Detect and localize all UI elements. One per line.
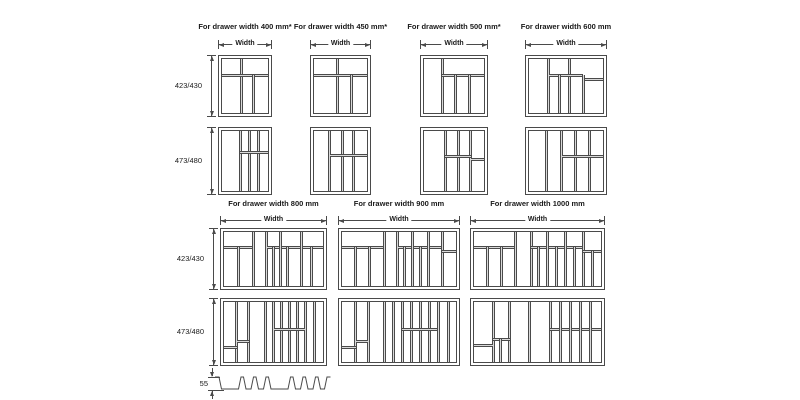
tray-divider <box>419 247 422 286</box>
arrowhead-right-icon <box>454 219 459 223</box>
drawer-width-title: For drawer width 400 mm* <box>198 22 292 31</box>
tray-divider <box>468 75 471 113</box>
arrowhead-down-icon <box>212 360 216 365</box>
dimension-line <box>211 56 212 116</box>
tray-divider <box>441 59 444 113</box>
tray-height-label: 473/480 <box>176 327 204 336</box>
cutlery-tray <box>525 127 607 195</box>
tray-divider <box>248 131 251 191</box>
tray-divider <box>569 302 572 362</box>
tray-divider <box>402 328 438 331</box>
tray-divider <box>508 302 511 362</box>
tray-divider <box>235 302 238 362</box>
width-dimension <box>420 40 488 49</box>
arrowhead-left-icon <box>526 43 531 47</box>
drawer-width-title: For drawer width 1000 mm <box>490 199 585 208</box>
dimension-tick <box>326 216 327 225</box>
tray-divider <box>442 250 456 253</box>
tray-height-label: 423/430 <box>174 81 202 90</box>
tray-divider <box>296 302 299 362</box>
tray-divider <box>428 302 431 362</box>
tray-divider <box>559 302 562 362</box>
tray-compartments <box>222 59 268 113</box>
tray-divider <box>588 131 591 191</box>
drawer-width-title: For drawer width 600 mm <box>520 22 612 31</box>
tray-divider <box>224 346 237 349</box>
tray-divider <box>222 74 268 77</box>
cutlery-tray <box>470 228 605 290</box>
cutlery-tray <box>420 55 488 117</box>
arrowhead-down-icon <box>210 111 214 116</box>
profile-cross-section <box>215 376 332 391</box>
width-dimension-label: Width <box>553 39 578 49</box>
tray-divider <box>530 232 533 286</box>
tray-divider <box>313 302 316 362</box>
arrowhead-right-icon <box>599 219 604 223</box>
tray-divider <box>330 154 367 157</box>
width-dimension <box>218 40 272 49</box>
tray-divider <box>247 302 250 362</box>
tray-divider <box>582 75 585 113</box>
tray-rim <box>223 301 324 363</box>
width-dimension-label: Width <box>232 39 257 49</box>
tray-divider <box>568 59 571 113</box>
tray-compartments <box>424 131 484 191</box>
arrowhead-up-icon <box>212 299 216 304</box>
tray-rim <box>223 231 324 287</box>
arrowhead-left-icon <box>219 43 224 47</box>
tray-divider <box>499 339 502 362</box>
tray-rim <box>528 130 604 192</box>
width-dimension-label: Width <box>328 39 353 49</box>
arrowhead-left-icon <box>339 219 344 223</box>
tray-divider <box>264 302 267 362</box>
tray-divider <box>474 246 516 249</box>
tray-divider <box>558 75 561 113</box>
tray-divider <box>514 232 517 286</box>
tray-divider <box>500 247 503 286</box>
arrowhead-down-icon <box>212 284 216 289</box>
cutlery-tray <box>310 55 371 117</box>
tray-divider <box>442 74 484 77</box>
tray-compartments <box>342 232 456 286</box>
width-dimension-label: Width <box>525 215 550 225</box>
drawer-width-title: For drawer width 500 mm* <box>407 22 501 31</box>
cutlery-tray <box>218 127 272 195</box>
cutlery-tray <box>338 228 460 290</box>
arrowhead-right-icon <box>482 43 487 47</box>
tray-divider <box>579 302 582 362</box>
tray-height-label: 423/430 <box>176 254 204 263</box>
tray-divider <box>474 344 493 347</box>
tray-divider <box>396 232 399 286</box>
tray-divider <box>441 232 444 286</box>
tray-divider <box>537 247 540 286</box>
tray-divider <box>368 247 371 286</box>
dimension-tick <box>271 40 272 49</box>
tray-divider <box>272 247 275 286</box>
tray-rim <box>313 130 368 192</box>
width-dimension <box>220 216 327 225</box>
tray-divider <box>239 131 242 191</box>
tray-divider <box>257 131 260 191</box>
cutlery-tray <box>220 228 327 290</box>
dimension-line <box>213 299 214 365</box>
tray-rim <box>221 130 269 192</box>
width-dimension <box>338 216 460 225</box>
tray-divider <box>419 302 422 362</box>
tray-divider <box>314 74 367 77</box>
tray-divider <box>403 247 406 286</box>
cutlery-tray <box>420 127 488 195</box>
tray-compartments <box>529 131 603 191</box>
dimension-tick <box>606 40 607 49</box>
tray-height-label: 473/480 <box>174 156 202 165</box>
tray-rim <box>313 58 368 114</box>
tray-divider <box>560 131 563 191</box>
tray-divider <box>583 78 603 81</box>
tray-compartments <box>222 131 268 191</box>
tray-compartments <box>314 131 367 191</box>
tray-divider <box>300 232 303 286</box>
tray-divider <box>549 302 552 362</box>
tray-divider <box>550 328 601 331</box>
tray-divider <box>280 302 283 362</box>
tray-divider <box>350 75 353 113</box>
tray-divider <box>310 247 313 286</box>
drawer-width-title: For drawer width 900 mm <box>353 199 445 208</box>
tray-compartments <box>342 302 456 362</box>
height-dimension <box>207 127 216 195</box>
tray-divider <box>237 340 249 343</box>
tray-divider <box>240 59 243 113</box>
tray-rim <box>423 58 485 114</box>
tray-divider <box>457 131 460 191</box>
tray-divider <box>279 232 282 286</box>
width-dimension <box>310 40 371 49</box>
tray-divider <box>555 247 558 286</box>
tray-divider <box>354 302 357 362</box>
tray-divider <box>411 232 414 286</box>
tray-divider <box>356 340 369 343</box>
width-dimension <box>470 216 605 225</box>
dimension-tick <box>487 40 488 49</box>
arrowhead-up-icon <box>210 391 214 396</box>
dimension-tick <box>209 365 218 366</box>
arrowhead-right-icon <box>365 43 370 47</box>
tray-divider <box>341 131 344 191</box>
arrowhead-down-icon <box>210 372 214 377</box>
arrowhead-right-icon <box>321 219 326 223</box>
width-dimension-label: Width <box>261 215 286 225</box>
tray-compartments <box>474 302 601 362</box>
cutlery-tray <box>218 55 272 117</box>
height-dimension <box>209 298 218 366</box>
tray-divider <box>240 151 268 154</box>
tray-divider <box>471 158 484 161</box>
tray-divider <box>562 155 603 158</box>
tray-divider <box>447 302 450 362</box>
tray-divider <box>252 232 255 286</box>
tray-divider <box>336 59 339 113</box>
dimension-tick <box>604 216 605 225</box>
arrowhead-down-icon <box>210 189 214 194</box>
dimension-tick <box>207 194 216 195</box>
tray-divider <box>392 302 395 362</box>
tray-divider <box>528 302 531 362</box>
arrowhead-left-icon <box>311 43 316 47</box>
tray-divider <box>486 247 489 286</box>
tray-rim <box>423 130 485 192</box>
tray-compartments <box>529 59 603 113</box>
tray-divider <box>252 75 255 113</box>
dimension-line <box>211 128 212 194</box>
tray-rim <box>473 301 602 363</box>
tray-rim <box>341 231 457 287</box>
dimension-tick <box>459 216 460 225</box>
drawer-width-title: For drawer width 450 mm* <box>293 22 388 31</box>
tray-divider <box>427 232 430 286</box>
tray-divider <box>591 251 594 286</box>
dimension-line <box>213 229 214 289</box>
arrowhead-right-icon <box>601 43 606 47</box>
tray-divider <box>445 155 471 158</box>
arrowhead-up-icon <box>210 128 214 133</box>
tray-divider <box>354 247 357 286</box>
width-dimension-label: Width <box>441 39 466 49</box>
tray-divider <box>444 131 447 191</box>
profile-height-label: 55 <box>199 379 208 388</box>
tray-divider <box>589 302 592 362</box>
tray-rim <box>528 58 604 114</box>
tray-divider <box>383 302 386 362</box>
tray-divider <box>437 302 440 362</box>
tray-divider <box>352 131 355 191</box>
arrowhead-right-icon <box>266 43 271 47</box>
tray-compartments <box>424 59 484 113</box>
tray-divider <box>454 75 457 113</box>
tray-divider <box>274 328 306 331</box>
tray-divider <box>367 302 370 362</box>
tray-divider <box>288 302 291 362</box>
cutlery-tray <box>338 298 460 366</box>
tray-divider <box>547 59 550 113</box>
cutlery-tray <box>470 298 605 366</box>
dimension-tick <box>209 289 218 290</box>
tray-divider <box>342 346 356 349</box>
tray-compartments <box>474 232 601 286</box>
tray-divider <box>272 302 275 362</box>
tray-divider <box>267 246 323 249</box>
extension-line <box>208 377 220 378</box>
tray-rim <box>473 231 602 287</box>
dimension-tick <box>370 40 371 49</box>
tray-divider <box>549 74 583 77</box>
tray-divider <box>383 232 386 286</box>
tray-compartments <box>314 59 367 113</box>
tray-compartments <box>224 302 323 362</box>
arrowhead-up-icon <box>210 56 214 61</box>
cutlery-tray <box>525 55 607 117</box>
tray-divider <box>265 232 268 286</box>
tray-rim <box>221 58 269 114</box>
height-dimension <box>209 228 218 290</box>
tray-divider <box>492 302 495 362</box>
tray-divider <box>545 131 548 191</box>
arrowhead-left-icon <box>221 219 226 223</box>
tray-divider <box>304 302 307 362</box>
tray-divider <box>546 232 549 286</box>
dimension-tick <box>207 116 216 117</box>
cutlery-tray <box>220 298 327 366</box>
width-dimension <box>525 40 607 49</box>
arrowhead-left-icon <box>471 219 476 223</box>
tray-divider <box>564 232 567 286</box>
cutlery-tray <box>310 127 371 195</box>
tray-divider <box>401 302 404 362</box>
tray-divider <box>237 247 240 286</box>
arrowhead-up-icon <box>212 229 216 234</box>
tray-divider <box>328 131 331 191</box>
tray-divider <box>286 247 289 286</box>
tray-rim <box>341 301 457 363</box>
tray-divider <box>574 131 577 191</box>
arrowhead-left-icon <box>421 43 426 47</box>
height-dimension <box>207 55 216 117</box>
tray-divider <box>342 246 384 249</box>
tray-divider <box>573 247 576 286</box>
tray-divider <box>582 232 585 286</box>
drawer-width-title: For drawer width 800 mm <box>228 199 319 208</box>
tray-divider <box>410 302 413 362</box>
width-dimension-label: Width <box>386 215 411 225</box>
tray-compartments <box>224 232 323 286</box>
